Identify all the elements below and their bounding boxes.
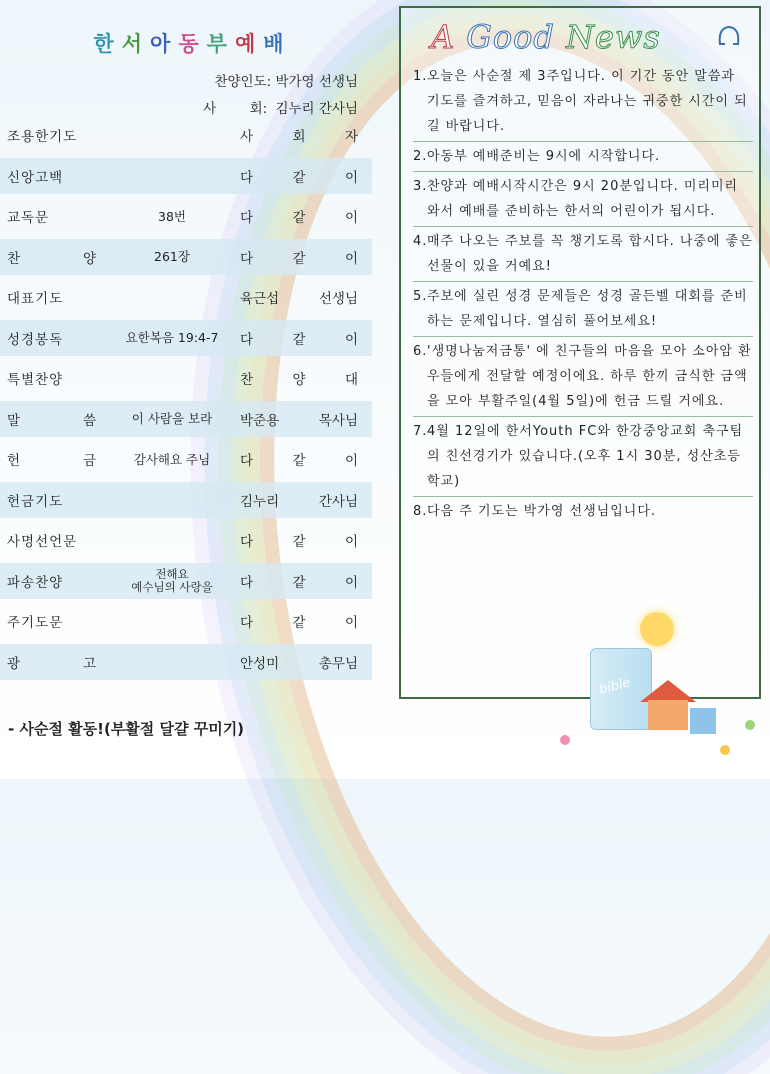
program-detail: 감사해요 주님 — [133, 451, 211, 467]
program-who: 다 같 이 — [240, 210, 358, 226]
program-who: 다 같 이 — [240, 534, 358, 550]
staff-label: 사 회: — [203, 101, 268, 117]
news-item — [413, 64, 753, 142]
program-who: 육근섭 선생님 — [240, 291, 358, 307]
program-who: 다 같 이 — [240, 615, 358, 631]
news-item-text: 오늘은 사순절 제 3주입니다. 이 기간 동안 말씀과 기도를 즐겨하고, 믿음이 자라나는 귀중한 시간이 되길 바랍니다. — [427, 69, 748, 134]
program-row — [0, 644, 372, 680]
program-row — [0, 360, 372, 396]
program-item: 광 고 — [7, 655, 97, 672]
program-row — [0, 401, 372, 437]
program-item: 말 씀 — [7, 412, 97, 429]
title-char: 동 — [178, 33, 207, 56]
program-who: 사 회 자 — [240, 129, 358, 145]
program-who: 다 같 이 — [240, 250, 358, 267]
title-char: 서 — [121, 33, 151, 56]
house-small-icon — [690, 708, 716, 734]
worship-order-panel — [0, 0, 385, 779]
staff-label: 찬양인도: — [214, 74, 272, 90]
program-detail: 261장 — [154, 249, 190, 264]
staff-worship-leader — [214, 70, 358, 90]
news-item-number: 1. — [413, 69, 428, 84]
program-who: 박준용 목사님 — [240, 412, 358, 429]
news-item-number: 5. — [413, 289, 428, 304]
program-who: 다 같 이 — [240, 574, 358, 591]
news-title-good: Good — [466, 18, 555, 56]
program-item: 성경봉독 — [7, 331, 64, 348]
program-row — [0, 158, 372, 194]
staff-value: 김누리 간사님 — [275, 101, 358, 117]
program-item: 특별찬양 — [7, 372, 64, 388]
program-item: 파송찬양 — [7, 574, 64, 591]
title-char: 부 — [206, 33, 235, 56]
flower-icon — [720, 745, 730, 755]
program-item: 찬 양 — [7, 250, 97, 267]
program-who: 김누리 간사님 — [240, 493, 358, 510]
bible-label: bible — [597, 675, 633, 698]
program-item: 사명선언문 — [7, 534, 78, 550]
news-item-number: 7. — [413, 424, 428, 439]
program-detail: 38번 — [158, 208, 186, 224]
program-row — [0, 117, 372, 153]
news-item-text: 4월 12일에 한서Youth FC와 한강중앙교회 축구팀의 친선경기가 있습니다.(오후 1시 30분, 성산초등학교) — [427, 424, 744, 489]
title-char: 배 — [263, 33, 292, 56]
omega-icon — [715, 22, 743, 50]
news-item-number: 8. — [413, 504, 428, 519]
activity-note: - 사순절 활동!(부활절 달걀 꾸미기) — [8, 720, 245, 738]
news-item-text: 아동부 예배준비는 9시에 시작합니다. — [427, 149, 661, 164]
news-item-number: 2. — [413, 149, 428, 164]
news-item-text: 찬양과 예배시작시간은 9시 20분입니다. 미리미리 와서 예배를 준비하는 한서의 어린이가 됩시다. — [427, 179, 739, 219]
program-row — [0, 320, 372, 356]
news-item-text: 다음 주 기도는 박가영 선생님입니다. — [427, 504, 657, 519]
program-list — [0, 117, 372, 684]
program-detail: 요한복음 19:4-7 — [125, 330, 219, 345]
flower-icon — [745, 720, 755, 730]
program-item: 주기도문 — [7, 615, 64, 631]
program-row — [0, 563, 372, 599]
news-title-news: News — [566, 18, 661, 56]
program-row — [0, 603, 372, 639]
program-row — [0, 441, 372, 477]
news-item-text: 매주 나오는 주보를 꼭 챙기도록 합시다. 나중에 좋은 선물이 있을 거예요! — [427, 234, 753, 274]
news-item-number: 3. — [413, 179, 428, 194]
news-title — [431, 18, 661, 56]
program-row — [0, 522, 372, 558]
news-item — [413, 284, 753, 337]
title-char: 아 — [150, 33, 179, 56]
sun-icon — [640, 612, 674, 646]
news-title-a: A — [431, 18, 456, 56]
program-item: 조용한기도 — [7, 129, 78, 145]
program-who: 다 같 이 — [240, 169, 358, 186]
staff-value: 박가영 선생님 — [275, 74, 358, 90]
news-item — [413, 499, 753, 526]
program-who: 찬 양 대 — [240, 372, 358, 388]
news-list — [413, 64, 753, 528]
program-item: 헌금기도 — [7, 493, 64, 510]
program-row — [0, 198, 372, 234]
program-item: 신앙고백 — [7, 169, 64, 186]
news-item — [413, 144, 753, 172]
title-char: 예 — [234, 33, 264, 56]
news-item-text: '생명나눔저금통' 에 친구들의 마음을 모아 소아암 환우들에게 전달할 예정이에요. 하루 한끼 금식한 금액을 모아 부활주일(4월 5일)에 헌금 드릴 거에요. — [427, 344, 752, 409]
news-item — [413, 339, 753, 417]
news-item — [413, 174, 753, 227]
program-item: 헌 금 — [7, 453, 97, 469]
program-row — [0, 279, 372, 315]
program-who: 다 같 이 — [240, 331, 358, 348]
good-news-panel — [399, 6, 761, 699]
house-icon — [648, 700, 688, 730]
program-row — [0, 239, 372, 275]
title-char: 한 — [93, 33, 122, 56]
page-title — [0, 28, 385, 58]
flower-icon — [560, 735, 570, 745]
program-item: 대표기도 — [7, 291, 64, 307]
news-item-number: 6. — [413, 344, 428, 359]
program-detail: 이 사람을 보라 — [131, 411, 213, 426]
news-item — [413, 419, 753, 497]
staff-host — [203, 97, 358, 117]
house-roof-icon — [640, 680, 696, 702]
program-item: 교독문 — [7, 210, 50, 226]
news-item-text: 주보에 실린 성경 문제들은 성경 골든벨 대회를 준비하는 문제입니다. 열심히 풀어보세요! — [427, 289, 748, 329]
news-item-number: 4. — [413, 234, 428, 249]
program-who: 다 같 이 — [240, 453, 358, 469]
program-row — [0, 482, 372, 518]
news-item — [413, 229, 753, 282]
program-who: 안성미 총무님 — [240, 655, 358, 672]
program-detail: 전해요 예수님의 사랑을 — [131, 566, 213, 594]
